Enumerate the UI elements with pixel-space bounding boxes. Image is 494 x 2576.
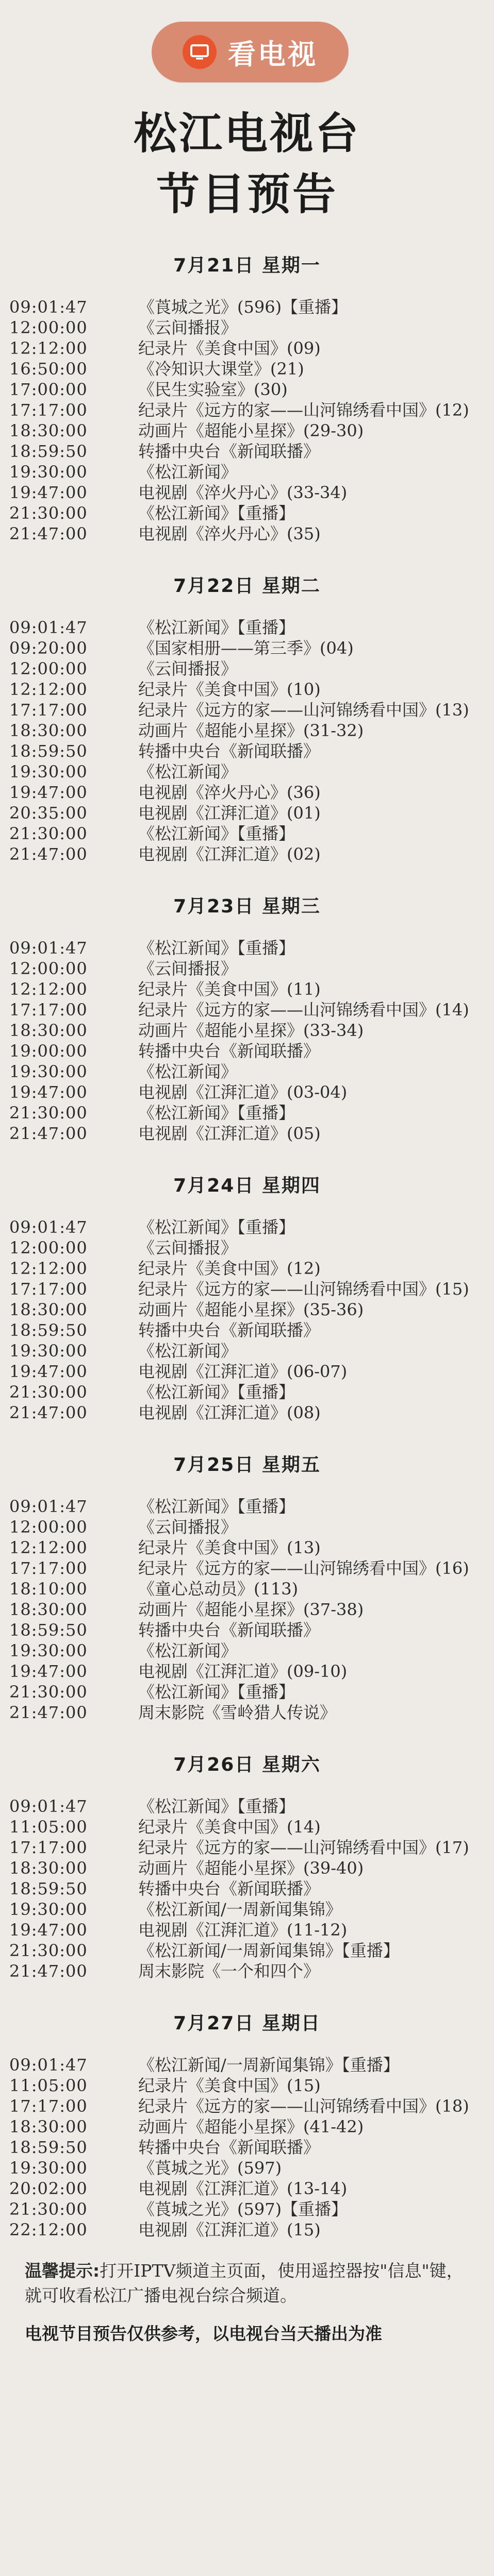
page-title-line2: 节目预告: [156, 169, 338, 219]
program-title: 《莨城之光》(597)【重播】: [138, 2199, 348, 2219]
program-title: 纪录片《远方的家——山河锦绣看中国》(15): [138, 1279, 469, 1299]
air-time: 12:12:00: [9, 1259, 88, 1278]
schedule-row: [0, 1217, 494, 1238]
air-time: 18:59:50: [9, 2138, 88, 2157]
air-time: 12:12:00: [9, 979, 88, 999]
air-time: 09:01:47: [9, 297, 88, 317]
program-title: 电视剧《淬火丹心》(35): [138, 524, 321, 544]
program-title: 《松江新闻》【重播】: [138, 1497, 295, 1516]
schedule-row: [0, 679, 494, 700]
air-time: 21:30:00: [9, 1103, 88, 1123]
day-heading: 7月22日 星期二: [173, 575, 321, 597]
air-time: 16:50:00: [9, 359, 88, 379]
program-title: 《松江新闻》【重播】: [138, 503, 295, 523]
program-title: 《云间播报》: [138, 959, 238, 978]
schedule-row: [0, 1320, 494, 1341]
program-title: 电视剧《江湃汇道》(02): [138, 844, 321, 864]
air-time: 20:02:00: [9, 2179, 88, 2198]
schedule-row: [0, 1579, 494, 1599]
schedule-row: [0, 1796, 494, 1817]
program-title: 电视剧《淬火丹心》(36): [138, 783, 321, 802]
program-title: 纪录片《远方的家——山河锦绣看中国》(12): [138, 400, 469, 420]
program-title: 《云间播报》: [138, 1238, 238, 1258]
header: [0, 0, 494, 103]
program-title: 纪录片《远方的家——山河锦绣看中国》(14): [138, 1000, 469, 1020]
program-title: 《云间播报》: [138, 318, 238, 337]
schedule-row: [0, 1640, 494, 1661]
air-time: 17:17:00: [9, 1279, 88, 1299]
program-title: 转播中央台《新闻联播》: [138, 1320, 320, 1340]
air-time: 21:47:00: [9, 1703, 88, 1722]
schedule-row: [0, 1599, 494, 1620]
air-time: 12:12:00: [9, 338, 88, 358]
schedule-row: [0, 1702, 494, 1723]
schedule-row: [0, 1238, 494, 1258]
schedule-row: [0, 2219, 494, 2240]
program-title: 转播中央台《新闻联播》: [138, 741, 320, 761]
air-time: 19:47:00: [9, 1662, 88, 1681]
schedule-row: [0, 1258, 494, 1279]
schedule-row: [0, 359, 494, 379]
program-title: 《松江新闻》: [138, 462, 238, 482]
program-title: 动画片《超能小星探》(35-36): [138, 1300, 364, 1319]
air-time: 17:17:00: [9, 2096, 88, 2116]
program-title: 《松江新闻》: [138, 1641, 238, 1660]
air-time: 18:30:00: [9, 2117, 88, 2137]
schedule-row: [0, 2075, 494, 2096]
air-time: 18:30:00: [9, 1021, 88, 1040]
schedule-row: [0, 1361, 494, 1382]
section-badge-label: 看电视: [228, 38, 318, 71]
schedule-row: [0, 2178, 494, 2199]
day-heading: 7月23日 星期三: [173, 896, 321, 917]
air-time: 17:17:00: [9, 1558, 88, 1578]
schedule-row: [0, 2096, 494, 2116]
program-title: 《云间播报》: [138, 659, 238, 679]
program-title: 《松江新闻》: [138, 762, 238, 782]
air-time: 17:17:00: [9, 700, 88, 720]
schedule-row: [0, 658, 494, 679]
air-time: 17:00:00: [9, 380, 88, 399]
air-time: 17:17:00: [9, 400, 88, 420]
section-badge: [152, 22, 349, 82]
air-time: 12:00:00: [9, 959, 88, 978]
air-time: 18:59:50: [9, 442, 88, 461]
air-time: 12:12:00: [9, 1538, 88, 1557]
schedule-row: [0, 638, 494, 658]
program-title: 《民生实验室》(30): [138, 380, 288, 399]
air-time: 11:05:00: [9, 2076, 88, 2095]
schedule-row: [0, 1858, 494, 1878]
schedule-row: [0, 1920, 494, 1940]
day-heading: 7月26日 星期六: [173, 1754, 321, 1775]
schedule-row: [0, 700, 494, 720]
schedule-row: [0, 741, 494, 761]
program-title: 周末影院《雪岭猎人传说》: [138, 1703, 337, 1722]
schedule-row: [0, 338, 494, 359]
schedule-row: [0, 1661, 494, 1682]
program-title: 纪录片《远方的家——山河锦绣看中国》(13): [138, 700, 469, 720]
air-time: 18:59:50: [9, 1320, 88, 1340]
program-title: 电视剧《江湃汇道》(15): [138, 2220, 321, 2240]
schedule-row: [0, 1961, 494, 1981]
page-title-line1: 松江电视台: [133, 108, 360, 159]
air-time: 09:01:47: [9, 1217, 88, 1237]
program-title: 电视剧《江湃汇道》(13-14): [138, 2179, 348, 2198]
air-time: 12:12:00: [9, 680, 88, 699]
air-time: 19:47:00: [9, 1082, 88, 1102]
page-title: [0, 103, 494, 225]
schedule-row: [0, 1517, 494, 1537]
air-time: 21:47:00: [9, 1403, 88, 1422]
air-time: 21:47:00: [9, 1124, 88, 1143]
schedule-row: [0, 1299, 494, 1320]
air-time: 19:30:00: [9, 1341, 88, 1361]
air-time: 21:47:00: [9, 524, 88, 544]
program-title: 动画片《超能小星探》(29-30): [138, 421, 364, 440]
program-title: 《松江新闻》【重播】: [138, 1682, 295, 1702]
schedule-row: [0, 1620, 494, 1640]
air-time: 18:59:50: [9, 741, 88, 761]
program-title: 电视剧《江湃汇道》(08): [138, 1403, 321, 1422]
air-time: 19:00:00: [9, 1041, 88, 1061]
schedule-row: [0, 844, 494, 865]
program-title: 《松江新闻/一周新闻集锦》【重播】: [138, 2055, 400, 2075]
schedule-row: [0, 2055, 494, 2075]
tv-icon: [183, 35, 217, 69]
schedule-row: [0, 2137, 494, 2158]
disclaimer-note: 电视节目预告仅供参考，以电视台当天播出为准: [25, 2324, 382, 2344]
program-title: 《松江新闻》【重播】: [138, 1797, 295, 1816]
air-time: 18:30:00: [9, 1858, 88, 1878]
program-title: 《松江新闻》【重播】: [138, 1217, 295, 1237]
air-time: 19:30:00: [9, 462, 88, 482]
program-title: 《童心总动员》(113): [138, 1579, 299, 1599]
schedule-row: [0, 503, 494, 523]
air-time: 19:30:00: [9, 2158, 88, 2178]
schedule-row: [0, 999, 494, 1020]
schedule-row: [0, 720, 494, 741]
program-title: 纪录片《美食中国》(11): [138, 979, 321, 999]
schedule-row: [0, 958, 494, 979]
program-title: 转播中央台《新闻联播》: [138, 1879, 320, 1899]
program-title: 电视剧《江湃汇道》(01): [138, 803, 321, 823]
day-section: [0, 1750, 494, 1981]
schedule-row: [0, 1341, 494, 1361]
day-section: [0, 250, 494, 544]
schedule-row: [0, 1103, 494, 1123]
air-time: 19:30:00: [9, 1062, 88, 1081]
day-section: [0, 891, 494, 1144]
air-time: 17:17:00: [9, 1000, 88, 1020]
air-time: 21:47:00: [9, 844, 88, 864]
program-title: 电视剧《江湃汇道》(09-10): [138, 1662, 348, 1681]
program-title: 纪录片《美食中国》(14): [138, 1817, 321, 1837]
air-time: 20:35:00: [9, 803, 88, 823]
air-time: 19:47:00: [9, 1362, 88, 1381]
schedule-row: [0, 1537, 494, 1558]
day-heading: 7月25日 星期五: [173, 1454, 321, 1476]
air-time: 21:30:00: [9, 1941, 88, 1960]
program-title: 转播中央台《新闻联播》: [138, 2138, 320, 2157]
air-time: 19:47:00: [9, 1920, 88, 1940]
air-time: 12:00:00: [9, 1517, 88, 1537]
schedule-row: [0, 1817, 494, 1837]
air-time: 12:00:00: [9, 1238, 88, 1258]
schedule-row: [0, 1082, 494, 1103]
program-title: 电视剧《江湃汇道》(06-07): [138, 1362, 348, 1381]
air-time: 09:01:47: [9, 618, 88, 637]
schedule-row: [0, 1899, 494, 1920]
schedule-row: [0, 1041, 494, 1061]
schedule-row: [0, 379, 494, 400]
air-time: 18:30:00: [9, 1300, 88, 1319]
air-time: 12:00:00: [9, 659, 88, 679]
schedule-row: [0, 782, 494, 803]
air-time: 09:01:47: [9, 1497, 88, 1516]
schedule-row: [0, 617, 494, 638]
program-title: 《莨城之光》(597): [138, 2158, 282, 2178]
schedule-row: [0, 1878, 494, 1899]
program-title: 电视剧《江湃汇道》(03-04): [138, 1082, 348, 1102]
schedule-row: [0, 823, 494, 844]
schedule-row: [0, 2199, 494, 2219]
schedule-row: [0, 1496, 494, 1517]
schedule-row: [0, 979, 494, 999]
day-section: [0, 571, 494, 865]
air-time: 11:05:00: [9, 1817, 88, 1837]
air-time: 18:10:00: [9, 1579, 88, 1599]
program-title: 纪录片《远方的家——山河锦绣看中国》(18): [138, 2096, 469, 2116]
air-time: 21:30:00: [9, 1682, 88, 1702]
warm-tip-label: 温馨提示:: [25, 2261, 100, 2281]
day-heading: 7月24日 星期四: [173, 1175, 321, 1196]
schedule-row: [0, 400, 494, 420]
program-title: 电视剧《江湃汇道》(11-12): [138, 1920, 348, 1940]
program-title: 《松江新闻》【重播】: [138, 824, 295, 843]
schedule-row: [0, 441, 494, 462]
program-title: 周末影院《一个和四个》: [138, 1961, 320, 1981]
warm-tip: [25, 2259, 469, 2308]
program-title: 纪录片《美食中国》(09): [138, 338, 321, 358]
schedule-row: [0, 1123, 494, 1144]
program-title: 动画片《超能小星探》(37-38): [138, 1600, 364, 1619]
schedule-row: [0, 1382, 494, 1402]
air-time: 18:30:00: [9, 721, 88, 740]
day-section: [0, 2008, 494, 2240]
program-title: 《松江新闻》【重播】: [138, 1103, 295, 1123]
schedule-row: [0, 2158, 494, 2178]
air-time: 19:30:00: [9, 762, 88, 782]
warm-tip-text: 打开IPTV频道主页面，使用遥控器按"信息"键，就可收看松江广播电视台综合频道。: [25, 2261, 464, 2306]
air-time: 19:30:00: [9, 1641, 88, 1660]
day-section: [0, 1171, 494, 1423]
day-heading: 7月21日 星期一: [173, 255, 321, 276]
air-time: 18:59:50: [9, 1620, 88, 1640]
program-title: 转播中央台《新闻联播》: [138, 442, 320, 461]
air-time: 18:59:50: [9, 1879, 88, 1899]
day-heading: 7月27日 星期日: [173, 2013, 321, 2034]
schedule-row: [0, 317, 494, 338]
air-time: 19:47:00: [9, 483, 88, 502]
program-title: 《莨城之光》(596)【重播】: [138, 297, 348, 317]
program-title: 纪录片《美食中国》(10): [138, 680, 321, 699]
schedule-row: [0, 803, 494, 823]
schedule-row: [0, 1061, 494, 1082]
program-title: 《国家相册——第三季》(04): [138, 638, 354, 658]
schedule-row: [0, 1837, 494, 1858]
program-title: 纪录片《美食中国》(13): [138, 1538, 321, 1557]
air-time: 17:17:00: [9, 1838, 88, 1857]
schedule-row: [0, 482, 494, 503]
air-time: 19:30:00: [9, 1900, 88, 1919]
schedule-row: [0, 523, 494, 544]
air-time: 09:01:47: [9, 938, 88, 958]
program-title: 转播中央台《新闻联播》: [138, 1620, 320, 1640]
schedule-row: [0, 938, 494, 958]
program-title: 动画片《超能小星探》(33-34): [138, 1021, 364, 1040]
air-time: 18:30:00: [9, 421, 88, 440]
program-title: 动画片《超能小星探》(39-40): [138, 1858, 364, 1878]
air-time: 19:47:00: [9, 783, 88, 802]
air-time: 21:30:00: [9, 503, 88, 523]
schedule-row: [0, 1682, 494, 1702]
program-title: 电视剧《江湃汇道》(05): [138, 1124, 321, 1143]
schedule-row: [0, 1558, 494, 1579]
program-title: 《松江新闻》【重播】: [138, 618, 295, 637]
air-time: 21:47:00: [9, 1961, 88, 1981]
program-title: 《松江新闻/一周新闻集锦》【重播】: [138, 1941, 400, 1960]
schedule-row: [0, 761, 494, 782]
schedule-row: [0, 1020, 494, 1041]
program-title: 纪录片《远方的家——山河锦绣看中国》(17): [138, 1838, 469, 1857]
program-title: 《松江新闻》【重播】: [138, 1382, 295, 1402]
program-title: 纪录片《美食中国》(12): [138, 1259, 321, 1278]
schedule-row: [0, 1279, 494, 1299]
program-title: 动画片《超能小星探》(31-32): [138, 721, 364, 740]
air-time: 09:20:00: [9, 638, 88, 658]
schedule-row: [0, 420, 494, 441]
schedule-row: [0, 2116, 494, 2137]
program-title: 《冷知识大课堂》(21): [138, 359, 304, 379]
program-title: 《松江新闻》【重播】: [138, 938, 295, 958]
air-time: 21:30:00: [9, 824, 88, 843]
program-title: 《松江新闻》: [138, 1062, 238, 1081]
schedule-row: [0, 1402, 494, 1423]
air-time: 21:30:00: [9, 1382, 88, 1402]
program-title: 转播中央台《新闻联播》: [138, 1041, 320, 1061]
air-time: 12:00:00: [9, 318, 88, 337]
program-title: 动画片《超能小星探》(41-42): [138, 2117, 364, 2137]
schedule-row: [0, 462, 494, 482]
air-time: 09:01:47: [9, 1797, 88, 1816]
program-title: 纪录片《美食中国》(15): [138, 2076, 321, 2095]
program-title: 电视剧《淬火丹心》(33-34): [138, 483, 348, 502]
program-title: 《云间播报》: [138, 1517, 238, 1537]
air-time: 21:30:00: [9, 2199, 88, 2219]
schedule: [0, 250, 494, 2240]
air-time: 18:30:00: [9, 1600, 88, 1619]
day-section: [0, 1450, 494, 1723]
air-time: 22:12:00: [9, 2220, 88, 2240]
program-title: 纪录片《远方的家——山河锦绣看中国》(16): [138, 1558, 469, 1578]
program-title: 《松江新闻》: [138, 1341, 238, 1361]
air-time: 09:01:47: [9, 2055, 88, 2075]
schedule-row: [0, 297, 494, 317]
schedule-row: [0, 1940, 494, 1961]
program-title: 《松江新闻/一周新闻集锦》: [138, 1900, 342, 1919]
